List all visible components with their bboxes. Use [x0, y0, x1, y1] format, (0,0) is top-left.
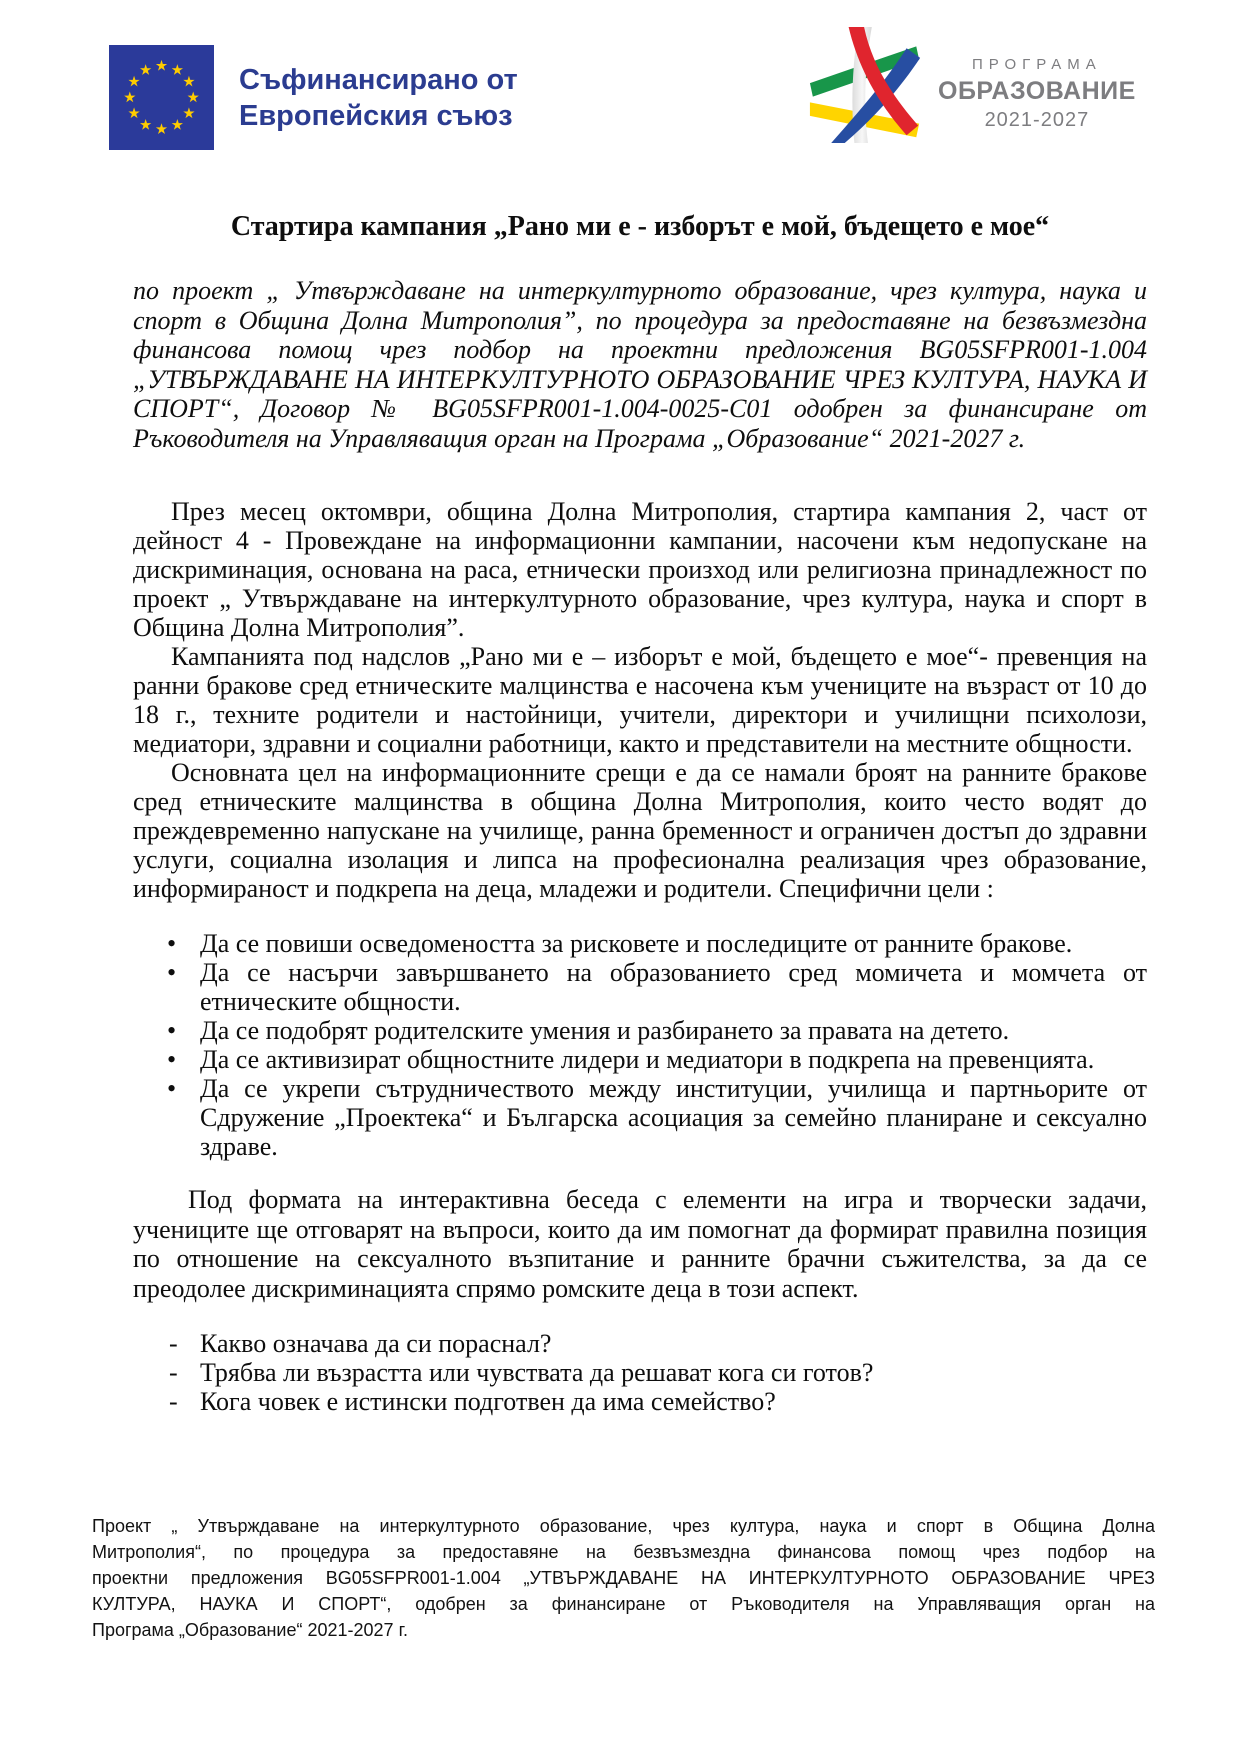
eu-cofunded-line2: Европейския съюз [239, 99, 513, 132]
footer-line: Програма „Образование“ 2021-2027 г. [92, 1620, 408, 1640]
program-name: ОБРАЗОВАНИЕ [938, 77, 1136, 105]
page-title: Стартира кампания „Рано ми е - изборът е мой, бъдещето е мое“ [230, 211, 1050, 242]
main-paragraphs [133, 497, 1147, 903]
eu-cofunded-logo [108, 45, 518, 150]
list-item: - Трябва ли възрастта или чувствата да решават кога си готов? [133, 1358, 1147, 1387]
project-intro-paragraph: по проект „ Утвърждаване на интеркултурното образование, чрез култура, наука и спорт в Община Долна Митрополия”, по процедура за предоставяне на безвъзмездна финансова помощ чрез подбор на проектни предложения BG05SFPR001-1.004 „УТВЪРЖДАВАНЕ НА ИНТЕРКУЛТУРНОТО ОБРАЗОВАНИЕ ЧРЕЗ КУЛТУРА, НАУКА И СПОРТ“, Договор № BG05SFPR001-1.004-0025-C01 одобрен за финансиране от Ръководителя на Управляващия орган на Програма „Образование“ 2021-2027 г. [133, 276, 1147, 453]
list-item: • Да се укрепи сътрудничеството между институции, училища и партньорите от Сдружение „Проектека“ и Българска асоциация за семейно планиране и сексуално здраве. [133, 1074, 1147, 1161]
document-body [133, 210, 1147, 1416]
project-footer [92, 1513, 1155, 1643]
eu-cofunded-text [239, 62, 518, 134]
program-period: 2021-2027 [984, 109, 1090, 131]
list-item: • Да се насърчи завършването на образованието сред момичета и момчета от етническите общности. [133, 958, 1147, 1016]
footer-line: проектни предложения BG05SFPR001-1.004 „УТВЪРЖДАВАНЕ НА ИНТЕРКУЛТУРНОТО ОБРАЗОВАНИЕ ЧРЕЗ [92, 1568, 1155, 1588]
eu-flag-icon [108, 45, 215, 150]
list-item: • Да се активизират общностните лидери и медиатори в подкрепа на превенцията. [133, 1045, 1147, 1074]
specific-goals-list [133, 929, 1147, 1161]
list-item: - Кога човек е истински подготвен да има семейство? [133, 1387, 1147, 1416]
program-ribbons-icon [808, 26, 924, 144]
eu-cofunded-line1: Съфинансирано от [239, 63, 518, 96]
list-item: - Какво означава да си пораснал? [133, 1329, 1147, 1358]
list-item: • Да се подобрят родителските умения и разбирането за правата на детето. [133, 1016, 1147, 1045]
program-obrazovanie-logo [808, 26, 1136, 144]
paragraph-campaign-slogan: Кампанията под надслов „Рано ми е – изборът е мой, бъдещето е мое“- превенция на ранни бракове сред етническите малцинства е насочена към учениците на възраст от 10 до 18 г., техните родители и настойници, учители, директори и училищни психолози, медиатори, здравни и социални работници, както и представители на местните общности. [133, 642, 1147, 758]
discussion-questions-list [133, 1329, 1147, 1416]
footer-line: КУЛТУРА, НАУКА И СПОРТ“, одобрен за финансиране от Ръководителя на Управляващия орган на [92, 1594, 1155, 1614]
footer-line: Проект „ Утвърждаване на интеркултурното образование, чрез култура, наука и спорт в Община Долна [92, 1516, 1155, 1536]
program-label: ПРОГРАМА [972, 56, 1102, 73]
footer-line: Митрополия“, по процедура за предоставяне на безвъзмездна финансова помощ чрез подбор на [92, 1542, 1155, 1562]
paragraph-main-goal: Основната цел на информационните срещи е да се намали броят на ранните бракове сред етническите малцинства в община Долна Митрополия, които често водят до преждевременно напускане на училище, ранна бременност и ограничен достъп до здравни услуги, социална изолация и липса на професионална реализация чрез образование, информираност и подкрепа на деца, младежи и родители. Специфични цели : [133, 758, 1147, 903]
paragraph-activity-format: Под формата на интерактивна беседа с елементи на игра и творчески задачи, учениците ще отговарят на въпроси, които да им помогнат да формират правилна позиция по отношение на сексуалното възпитание и ранните брачни съжителства, за да се преодолее дискриминацията спрямо ромските деца в този аспект. [133, 1185, 1147, 1303]
paragraph-campaign-start: През месец октомври, община Долна Митрополия, стартира кампания 2, част от дейност 4 - Провеждане на информационни кампании, насочени към недопускане на дискриминация, основана на раса, етнически произход или религиозна принадлежност по проект „ Утвърждаване на интеркултурното образование, чрез култура, наука и спорт в Община Долна Митрополия”. [133, 497, 1147, 642]
program-text-block [938, 56, 1136, 132]
list-item: • Да се повиши осведомеността за рисковете и последиците от ранните бракове. [133, 929, 1147, 958]
